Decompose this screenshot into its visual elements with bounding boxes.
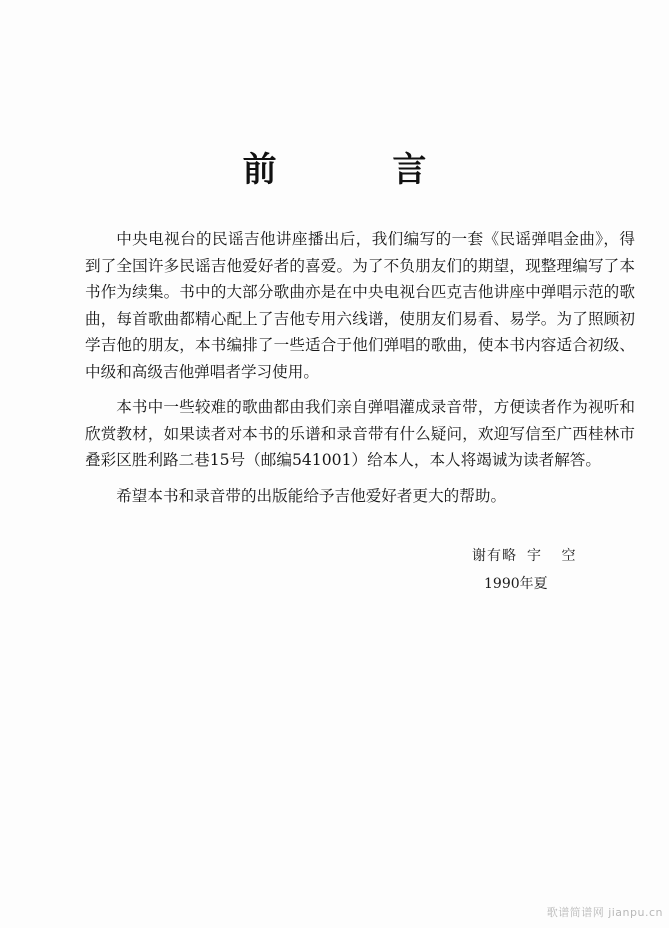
preface-body [85, 226, 635, 518]
paragraph-2: 本书中一些较难的歌曲都由我们亲自弹唱灌成录音带，方便读者作为视听和欣赏教材，如果读者对本书的乐谱和录音带有什么疑问，欢迎写信至广西桂林市叠彩区胜利路二巷15号（邮编541001）给本人，本人将竭诚为读者解答。 [85, 398, 635, 469]
page-title: 前 言 [242, 150, 479, 190]
signature-date: 1990年夏 [484, 576, 548, 592]
author-name-2: 宇 空 [527, 548, 584, 564]
paragraph-1: 中央电视台的民谣吉他讲座播出后，我们编写的一套《民谣弹唱金曲》，得到了全国许多民谣吉他爱好者的喜爱。为了不负朋友们的期望，现整理编写了本书作为续集。书中的大部分歌曲亦是在中央电视台匹克吉他讲座中弹唱示范的歌曲，每首歌曲都精心配上了吉他专用六线谱，使朋友们易看、易学。为了照顾初学吉他的朋友，本书编排了一些适合于他们弹唱的歌曲，使本书内容适合初级、中级和高级吉他弹唱者学习使用。 [85, 230, 635, 381]
signature-authors [472, 545, 583, 565]
paragraph-3: 希望本书和录音带的出版能给予吉他爱好者更大的帮助。 [116, 486, 507, 505]
site-watermark: 歌谱简谱网 jianpu.cn [546, 906, 663, 919]
author-name-1: 谢有略 [472, 548, 517, 564]
